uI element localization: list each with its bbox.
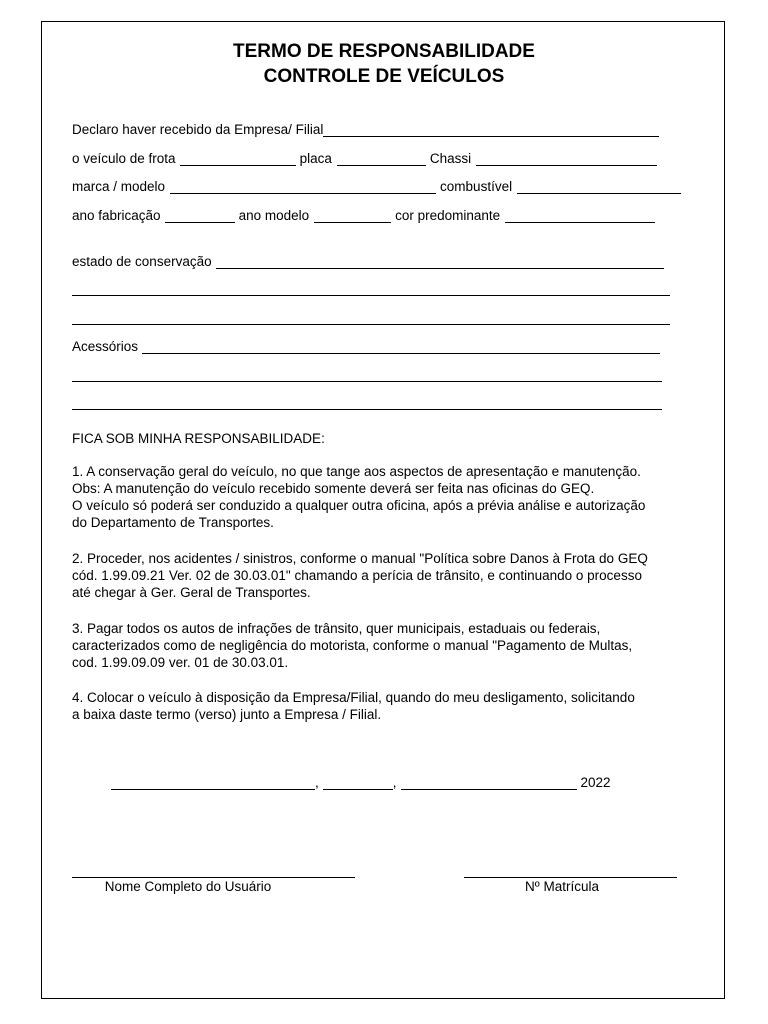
item-4-line: 4. Colocar o veículo à disposição da Empresa/Filial, quando do meu desligamento, solicitando [72, 690, 635, 705]
row-ano [72, 208, 659, 224]
date-comma-1: , [315, 775, 319, 790]
field-acessorios-line-2[interactable] [72, 381, 662, 382]
signature-name-line[interactable] [72, 877, 355, 878]
label-combustivel: combustível [440, 179, 513, 194]
date-line [111, 775, 611, 791]
row-acessorios [72, 339, 664, 355]
field-veiculo-frota[interactable] [180, 153, 296, 166]
row-declaro [72, 122, 663, 138]
field-combustivel[interactable] [517, 181, 681, 194]
item-3 [72, 620, 712, 671]
label-acessorios: Acessórios [72, 339, 139, 354]
item-1-line: Obs: A manutenção do veículo recebido somente deverá ser feita nas oficinas do GEQ. [72, 481, 595, 496]
signature-matricula-line[interactable] [464, 877, 677, 878]
item-1-line: do Departamento de Transportes. [72, 515, 274, 530]
field-acessorios-line-3[interactable] [72, 409, 662, 410]
label-veiculo-frota: o veículo de frota [72, 151, 176, 166]
label-placa: placa [299, 151, 332, 166]
label-marca-modelo: marca / modelo [72, 179, 166, 194]
label-chassi: Chassi [429, 151, 472, 166]
signature-matricula-label: Nº Matrícula [525, 879, 599, 894]
date-comma-2: , [392, 775, 397, 790]
item-2 [72, 550, 712, 601]
item-1 [72, 463, 712, 531]
row-marca [72, 179, 685, 195]
label-ano-fabricacao: ano fabricação [72, 208, 161, 223]
date-year: 2022 [580, 775, 611, 790]
row-veiculo [72, 151, 661, 167]
label-estado: estado de conservação [72, 254, 212, 269]
item-3-line: 3. Pagar todos os autos de infrações de trânsito, quer municipais, estaduais ou federais, [72, 621, 601, 636]
label-ano-modelo: ano modelo [238, 208, 310, 223]
title-line-1: TERMO DE RESPONSABILIDADE [233, 41, 535, 62]
item-2-line: cód. 1.99.09.21 Ver. 02 de 30.03.01" chamando a perícia de trânsito, e continuando o processo [72, 568, 642, 583]
field-month[interactable] [401, 777, 577, 790]
field-day[interactable] [323, 777, 393, 790]
field-city[interactable] [111, 777, 315, 790]
field-empresa-filial[interactable] [323, 124, 659, 137]
title-line-2: CONTROLE DE VEÍCULOS [263, 66, 505, 87]
label-declaro: Declaro haver recebido da Empresa/ Filial [72, 122, 324, 137]
field-estado-line-3[interactable] [72, 324, 670, 325]
field-estado[interactable] [216, 256, 664, 269]
item-2-line: até chegar à Ger. Geral de Transportes. [72, 585, 311, 600]
signature-name-label: Nome Completo do Usuário [104, 879, 272, 894]
field-marca-modelo[interactable] [170, 181, 436, 194]
field-chassi[interactable] [476, 153, 657, 166]
field-ano-fabricacao[interactable] [165, 210, 235, 223]
item-3-line: caracterizados como de negligência do motorista, conforme o manual "Pagamento de Multas, [72, 638, 633, 653]
item-2-line: 2. Proceder, nos acidentes / sinistros, conforme o manual "Política sobre Danos à Frota do GEQ [72, 551, 648, 566]
item-1-line: O veículo só poderá ser conduzido a qualquer outra oficina, após a prévia análise e autorização [72, 498, 646, 513]
field-placa[interactable] [337, 153, 426, 166]
item-4 [72, 689, 712, 723]
field-cor[interactable] [505, 210, 655, 223]
row-estado [72, 254, 668, 270]
item-4-line: a baixa daste termo (verso) junto a Empresa / Filial. [72, 707, 382, 722]
label-cor: cor predominante [395, 208, 501, 223]
field-estado-line-2[interactable] [72, 295, 670, 296]
item-3-line: cod. 1.99.09.09 ver. 01 de 30.03.01. [72, 655, 289, 670]
responsibility-heading: FICA SOB MINHA RESPONSABILIDADE: [72, 431, 325, 446]
field-acessorios[interactable] [142, 341, 660, 354]
field-ano-modelo[interactable] [314, 210, 391, 223]
item-1-line: 1. A conservação geral do veículo, no que tange aos aspectos de apresentação e manutenção. [72, 464, 641, 479]
